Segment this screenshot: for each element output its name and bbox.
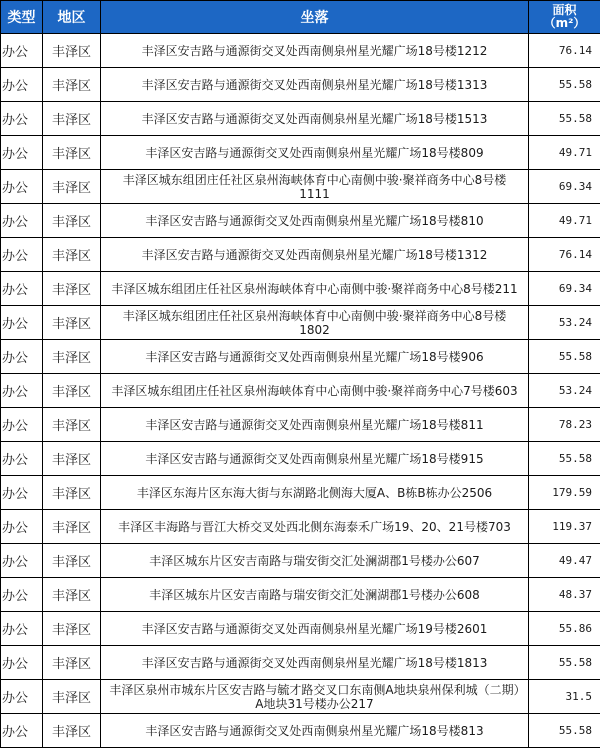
table-row	[1, 306, 600, 340]
cell-area: 53.24	[529, 374, 600, 408]
cell-region: 丰泽区	[43, 680, 101, 714]
cell-area: 179.59	[529, 476, 600, 510]
cell-location: 丰泽区东海片区东海大街与东湖路北侧海大厦A、B栋B栋办公2506	[101, 476, 529, 510]
cell-type: 办公	[1, 204, 43, 238]
header-area-unit: （m²）	[529, 17, 600, 30]
cell-location: 丰泽区城东组团庄任社区泉州海峡体育中心南侧中骏·聚祥商务中心7号楼603	[101, 374, 529, 408]
table-row	[1, 510, 600, 544]
cell-area: 49.47	[529, 544, 600, 578]
cell-region: 丰泽区	[43, 306, 101, 340]
cell-type: 办公	[1, 646, 43, 680]
cell-location: 丰泽区安吉路与通源街交叉处西南侧泉州星光耀广场18号楼1212	[101, 34, 529, 68]
table-row	[1, 646, 600, 680]
table-row	[1, 612, 600, 646]
cell-area: 55.58	[529, 340, 600, 374]
cell-type: 办公	[1, 272, 43, 306]
cell-type: 办公	[1, 34, 43, 68]
cell-type: 办公	[1, 408, 43, 442]
header-location: 坐落	[101, 1, 529, 34]
cell-area: 49.71	[529, 136, 600, 170]
table-row	[1, 34, 600, 68]
table-row	[1, 340, 600, 374]
cell-location: 丰泽区城东片区安吉南路与瑞安街交汇处澜湖郡1号楼办公607	[101, 544, 529, 578]
table-row	[1, 476, 600, 510]
cell-type: 办公	[1, 340, 43, 374]
cell-location: 丰泽区城东组团庄任社区泉州海峡体育中心南侧中骏·聚祥商务中心8号楼1111	[101, 170, 529, 204]
cell-location: 丰泽区安吉路与通源街交叉处西南侧泉州星光耀广场18号楼915	[101, 442, 529, 476]
table-row	[1, 238, 600, 272]
header-type: 类型	[1, 1, 43, 34]
table-row	[1, 102, 600, 136]
table-row	[1, 170, 600, 204]
cell-region: 丰泽区	[43, 204, 101, 238]
cell-type: 办公	[1, 170, 43, 204]
cell-location: 丰泽区安吉路与通源街交叉处西南侧泉州星光耀广场18号楼1813	[101, 646, 529, 680]
cell-location: 丰泽区城东组团庄任社区泉州海峡体育中心南侧中骏·聚祥商务中心8号楼1802	[101, 306, 529, 340]
cell-area: 55.58	[529, 102, 600, 136]
cell-area: 55.58	[529, 646, 600, 680]
cell-location: 丰泽区安吉路与通源街交叉处西南侧泉州星光耀广场18号楼810	[101, 204, 529, 238]
cell-area: 53.24	[529, 306, 600, 340]
cell-region: 丰泽区	[43, 238, 101, 272]
table-row	[1, 136, 600, 170]
cell-region: 丰泽区	[43, 714, 101, 748]
cell-area: 49.71	[529, 204, 600, 238]
cell-type: 办公	[1, 442, 43, 476]
cell-area: 55.58	[529, 68, 600, 102]
cell-type: 办公	[1, 68, 43, 102]
header-area-label: 面积	[529, 4, 600, 17]
header-region: 地区	[43, 1, 101, 34]
cell-type: 办公	[1, 612, 43, 646]
cell-location: 丰泽区泉州市城东片区安吉路与毓才路交叉口东南侧A地块泉州保利城（二期）A地块31号楼办公217	[101, 680, 529, 714]
table-row	[1, 714, 600, 748]
cell-location: 丰泽区丰海路与晋江大桥交叉处西北侧东海泰禾广场19、20、21号楼703	[101, 510, 529, 544]
cell-location: 丰泽区安吉路与通源街交叉处西南侧泉州星光耀广场18号楼813	[101, 714, 529, 748]
cell-type: 办公	[1, 714, 43, 748]
cell-region: 丰泽区	[43, 374, 101, 408]
table-row	[1, 374, 600, 408]
cell-area: 48.37	[529, 578, 600, 612]
cell-location: 丰泽区安吉路与通源街交叉处西南侧泉州星光耀广场18号楼811	[101, 408, 529, 442]
cell-location: 丰泽区安吉路与通源街交叉处西南侧泉州星光耀广场19号楼2601	[101, 612, 529, 646]
table-row	[1, 680, 600, 714]
cell-area: 78.23	[529, 408, 600, 442]
table-row	[1, 578, 600, 612]
cell-area: 76.14	[529, 34, 600, 68]
cell-location: 丰泽区安吉路与通源街交叉处西南侧泉州星光耀广场18号楼1313	[101, 68, 529, 102]
cell-region: 丰泽区	[43, 646, 101, 680]
cell-type: 办公	[1, 238, 43, 272]
cell-type: 办公	[1, 102, 43, 136]
table-row	[1, 272, 600, 306]
cell-region: 丰泽区	[43, 34, 101, 68]
cell-type: 办公	[1, 510, 43, 544]
cell-type: 办公	[1, 374, 43, 408]
cell-region: 丰泽区	[43, 612, 101, 646]
cell-location: 丰泽区城东组团庄任社区泉州海峡体育中心南侧中骏·聚祥商务中心8号楼211	[101, 272, 529, 306]
cell-area: 69.34	[529, 170, 600, 204]
cell-type: 办公	[1, 136, 43, 170]
cell-region: 丰泽区	[43, 544, 101, 578]
cell-area: 69.34	[529, 272, 600, 306]
cell-region: 丰泽区	[43, 578, 101, 612]
cell-region: 丰泽区	[43, 408, 101, 442]
cell-area: 119.37	[529, 510, 600, 544]
cell-region: 丰泽区	[43, 510, 101, 544]
table-body	[1, 34, 600, 748]
cell-region: 丰泽区	[43, 170, 101, 204]
cell-area: 55.58	[529, 442, 600, 476]
cell-area: 31.5	[529, 680, 600, 714]
cell-region: 丰泽区	[43, 476, 101, 510]
cell-region: 丰泽区	[43, 102, 101, 136]
cell-area: 55.58	[529, 714, 600, 748]
table-row	[1, 204, 600, 238]
cell-type: 办公	[1, 544, 43, 578]
header-area	[529, 1, 600, 34]
cell-region: 丰泽区	[43, 340, 101, 374]
cell-location: 丰泽区城东片区安吉南路与瑞安街交汇处澜湖郡1号楼办公608	[101, 578, 529, 612]
cell-region: 丰泽区	[43, 136, 101, 170]
cell-type: 办公	[1, 476, 43, 510]
header-row	[1, 1, 600, 34]
table-row	[1, 408, 600, 442]
cell-area: 76.14	[529, 238, 600, 272]
cell-location: 丰泽区安吉路与通源街交叉处西南侧泉州星光耀广场18号楼1513	[101, 102, 529, 136]
cell-region: 丰泽区	[43, 68, 101, 102]
cell-region: 丰泽区	[43, 442, 101, 476]
cell-location: 丰泽区安吉路与通源街交叉处西南侧泉州星光耀广场18号楼809	[101, 136, 529, 170]
cell-location: 丰泽区安吉路与通源街交叉处西南侧泉州星光耀广场18号楼906	[101, 340, 529, 374]
table-row	[1, 544, 600, 578]
table-row	[1, 442, 600, 476]
table-row	[1, 68, 600, 102]
cell-location: 丰泽区安吉路与通源街交叉处西南侧泉州星光耀广场18号楼1312	[101, 238, 529, 272]
cell-type: 办公	[1, 306, 43, 340]
cell-type: 办公	[1, 680, 43, 714]
cell-type: 办公	[1, 578, 43, 612]
cell-area: 55.86	[529, 612, 600, 646]
cell-region: 丰泽区	[43, 272, 101, 306]
